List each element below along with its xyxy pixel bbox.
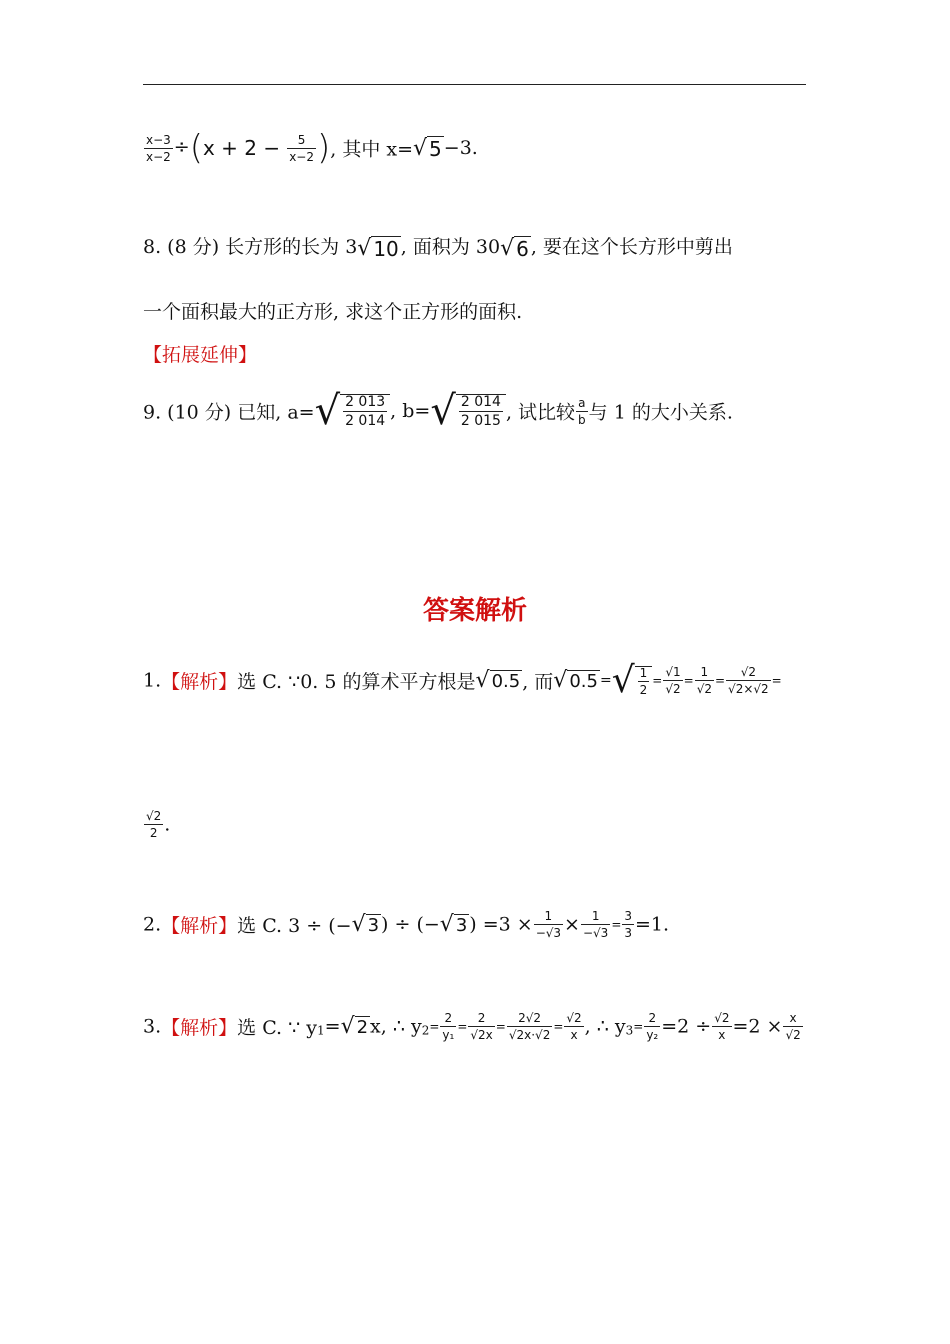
condition-end: −3.	[443, 137, 478, 159]
radicand: 3	[367, 914, 380, 936]
inner-expression: x + 2 −	[202, 136, 281, 160]
text: 8. (8 分) 长方形的长为 3	[143, 236, 358, 258]
fraction	[468, 1012, 494, 1041]
sqrt: √ 3	[439, 912, 468, 937]
text: ) ÷ (−	[381, 913, 440, 936]
fraction	[440, 1012, 456, 1041]
subscript: 3	[625, 1023, 634, 1038]
denominator: √2x·√2	[508, 1028, 551, 1042]
numerator: 1	[639, 665, 648, 680]
numerator: 3	[624, 909, 633, 923]
header-rule	[143, 84, 806, 85]
sqrt-fraction: √ $\frac{1}{2}$	[612, 660, 653, 701]
solution-3: 3.【解析】选 C. ∵ $y_1=√$ 2 x, ∴ $y_2=$ $\frac{2}{\text{y₁}}$ = $\frac{2}{√2x}$ = $\frac{2√2}{√2x\cdot√2}$ = $\frac{√2}{x}$ , ∴ $y_3=$ $\frac{2}{\text{y₂}}$ =2 ÷ $\frac{√2}{x}$ =2 × $\frac{x}{√2}$	[143, 1011, 801, 1042]
equals: =	[599, 672, 612, 689]
subscript: 2	[421, 1023, 430, 1038]
numerator: 1	[695, 666, 714, 681]
extension-label: 【拓展延伸】	[143, 344, 258, 366]
fraction	[581, 910, 610, 939]
text: 选 C. 3 ÷ (−	[237, 915, 352, 937]
sqrt: √ 3	[351, 912, 380, 937]
problem-8-line-2: 一个面积最大的正方形, 求这个正方形的面积.	[143, 301, 523, 323]
numerator: √2	[726, 666, 771, 681]
text: 选 C. ∵0. 5 的算术平方根是	[237, 671, 476, 693]
sqrt: √ 10	[357, 235, 399, 261]
denominator: y₁	[442, 1028, 455, 1042]
numerator: 2	[468, 1012, 494, 1027]
number: 2.	[143, 913, 162, 936]
fraction	[695, 666, 714, 695]
text: 选 C. ∵ y	[237, 1017, 317, 1039]
fraction	[663, 666, 682, 695]
period: .	[164, 813, 171, 836]
radicand: 0.5	[569, 670, 598, 692]
denominator: y₂	[646, 1028, 659, 1042]
solution-1-result	[143, 810, 170, 839]
denominator: −√3	[582, 926, 609, 940]
text: , 而	[522, 671, 554, 693]
analysis-tag: 【解析】	[161, 671, 238, 693]
numerator: 1	[534, 910, 563, 925]
denominator: x	[718, 1028, 726, 1042]
text: 与 1 的大小关系.	[588, 401, 733, 424]
fraction	[534, 910, 563, 939]
denominator: 2	[149, 826, 158, 840]
result: =1.	[635, 913, 670, 936]
numerator: 1	[581, 910, 610, 925]
numerator: 2 013	[345, 394, 386, 410]
sqrt: √ 6	[500, 235, 529, 261]
sqrt: √ 5	[413, 135, 442, 161]
text: , ∴ y	[584, 1015, 626, 1038]
subscript: 1	[317, 1023, 325, 1038]
left-paren: (	[189, 128, 203, 168]
answer-heading: 答案解析	[422, 596, 527, 626]
denominator: x	[570, 1028, 578, 1042]
denominator: x−2	[146, 149, 171, 164]
text: x, ∴ y	[370, 1015, 422, 1038]
text: =2 ÷	[661, 1015, 712, 1038]
numerator: 2√2	[507, 1012, 552, 1027]
numerator: √2	[714, 1011, 730, 1025]
radicand: 10	[373, 236, 399, 261]
denominator: √2x	[470, 1028, 493, 1042]
fraction-a-over-b	[576, 397, 588, 426]
sqrt: √ 0.5	[475, 668, 521, 693]
divide-sign: ÷	[173, 136, 190, 158]
fraction	[783, 1012, 802, 1041]
numerator: 2 014	[460, 394, 501, 410]
fraction	[564, 1012, 583, 1041]
solution-1: 1.【解析】选 C. ∵0. 5 的算术平方根是√ 0.5 , 而√ 0.5 =√ $\frac{1}{2}$ = $\frac{√1}{√2}$ = $\frac{1}{√2}$ = $\frac{√2}{√2\times√2}$ =	[143, 660, 782, 701]
fraction	[144, 134, 173, 163]
numerator: √2	[146, 809, 162, 823]
radicand: 2	[356, 1016, 369, 1038]
sqrt-fraction-a: √ $\frac{2 013}{2 014}$	[315, 388, 391, 434]
text: , b=	[390, 400, 431, 422]
denominator: b	[578, 412, 586, 427]
fraction	[644, 1012, 660, 1041]
problem-8-line-1	[143, 232, 733, 261]
problem-7-expression	[143, 128, 478, 168]
text: , 要在这个长方形中剪出	[530, 236, 733, 258]
denominator: 2 015	[460, 413, 501, 429]
denominator: 3	[624, 926, 633, 940]
fraction	[726, 666, 771, 695]
fraction	[507, 1012, 552, 1041]
right-paren: )	[316, 128, 331, 168]
numerator: x−3	[146, 132, 171, 147]
inner-fraction	[287, 134, 316, 163]
denominator: √2	[696, 682, 712, 696]
denominator: √2	[785, 1028, 801, 1042]
denominator: −√3	[535, 926, 562, 940]
text: , 试比较	[505, 401, 576, 424]
numerator: a	[576, 397, 588, 412]
radicand: 3	[455, 914, 468, 936]
fraction	[622, 910, 634, 939]
solution-2: 2.【解析】选 C. 3 ÷ (−√ 3 ) ÷ (−√ 3 ) =3 × $\frac{1}{-√3}$ × $\frac{1}{-√3}$ = $\frac{3}{3}$ =1.	[143, 909, 670, 940]
times: ×	[564, 913, 580, 936]
denominator: 2 014	[345, 413, 386, 429]
radicand: 5	[429, 136, 442, 161]
radicand: 0.5	[491, 670, 521, 692]
problem-9	[143, 388, 733, 434]
numerator: √2	[566, 1011, 582, 1025]
denominator: x−2	[289, 149, 314, 164]
denominator: √2×√2	[728, 682, 769, 696]
sqrt: √ 2	[340, 1014, 369, 1039]
sqrt-fraction-b: √ $\frac{2 014}{2 015}$	[430, 388, 506, 434]
numerator: 5	[287, 134, 316, 149]
numerator: 2	[440, 1012, 456, 1027]
denominator: 2	[639, 682, 648, 697]
sqrt: √ 0.5	[553, 668, 598, 693]
text: =2 ×	[732, 1015, 783, 1038]
fraction	[712, 1012, 731, 1041]
text: ) =3 ×	[469, 913, 533, 936]
text: , 面积为 30	[400, 236, 501, 258]
equals: =	[324, 1015, 341, 1038]
numerator: 2	[644, 1012, 660, 1027]
fraction	[144, 810, 163, 839]
text: 9. (10 分) 已知, a=	[143, 401, 315, 424]
numerator: x	[783, 1012, 802, 1027]
denominator: √2	[665, 682, 681, 696]
analysis-tag: 【解析】	[161, 1017, 238, 1039]
number: 3.	[143, 1015, 162, 1038]
number: 1.	[143, 669, 162, 692]
radicand: 6	[516, 236, 529, 261]
condition-text: , 其中 x=	[330, 138, 414, 161]
analysis-tag: 【解析】	[161, 915, 238, 937]
numerator: √1	[665, 665, 681, 679]
